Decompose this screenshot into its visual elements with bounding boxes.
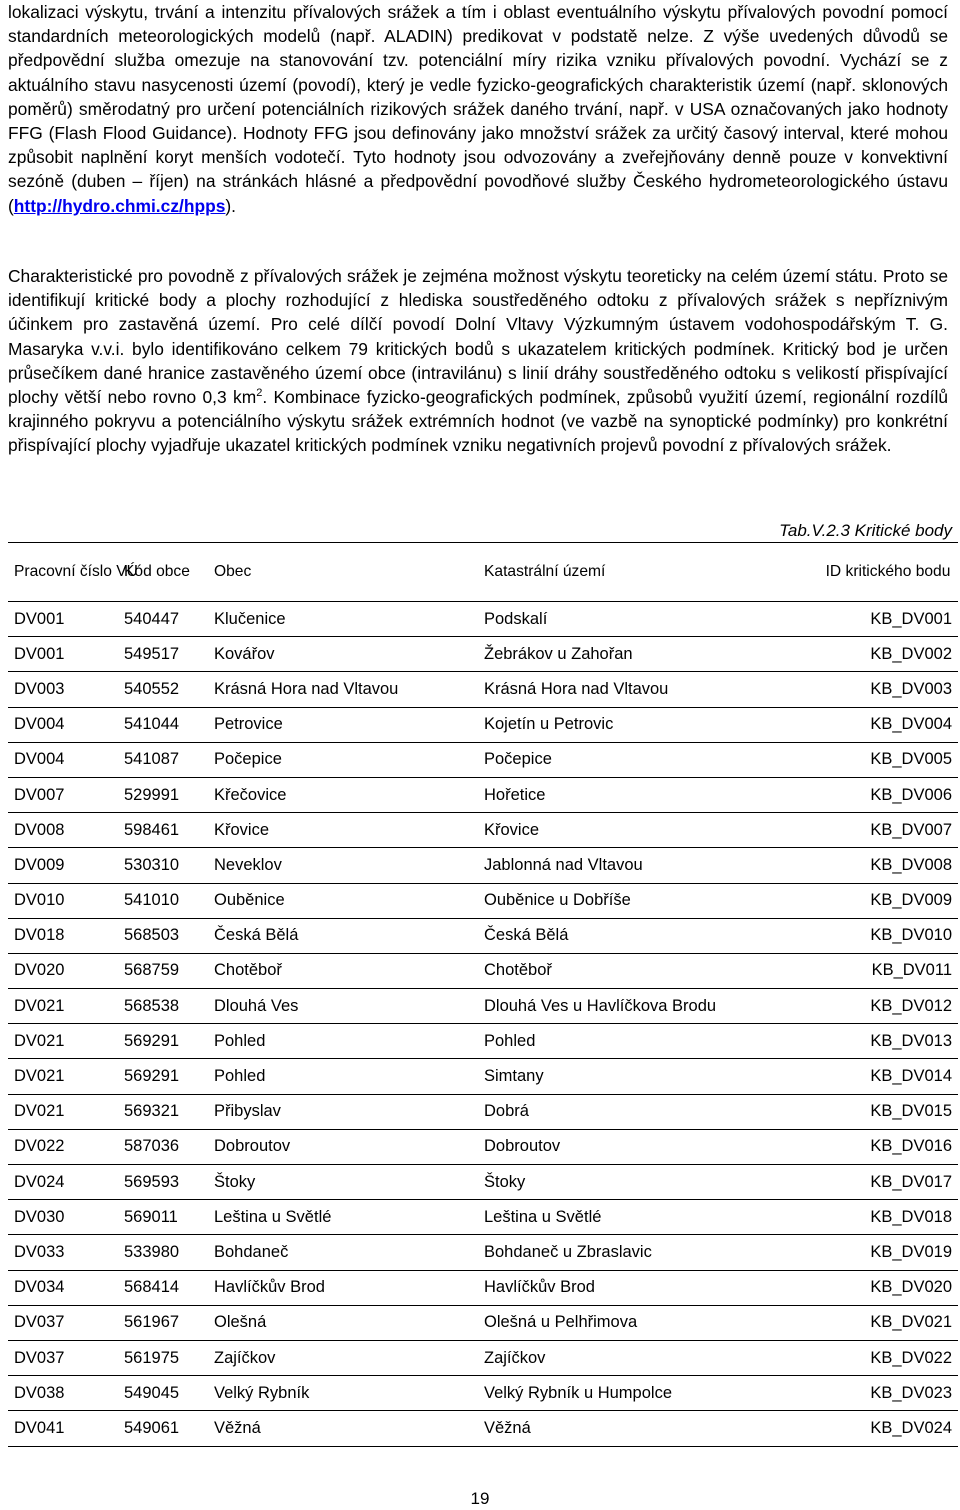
- cell-id-kb: KB_DV010: [818, 918, 958, 953]
- cell-kod-obce: 540552: [118, 672, 208, 707]
- table-row: [8, 602, 958, 637]
- cell-kod-obce: 530310: [118, 848, 208, 883]
- header-pracovni-cislo: Pracovní číslo VÚ: [8, 543, 118, 602]
- cell-kod-obce: 568414: [118, 1270, 208, 1305]
- chmi-hpps-link[interactable]: http://hydro.chmi.cz/hpps: [13, 195, 226, 216]
- cell-id-kb: KB_DV019: [818, 1235, 958, 1270]
- cell-kod-obce: 568538: [118, 989, 208, 1024]
- cell-kod-obce: 569011: [118, 1200, 208, 1235]
- table-row: [8, 1411, 958, 1446]
- table-row: [8, 1305, 958, 1340]
- cell-id-kb: KB_DV004: [818, 707, 958, 742]
- header-obec: Obec: [208, 543, 478, 602]
- table-row: [8, 637, 958, 672]
- table-row: [8, 672, 958, 707]
- cell-katastralni-uzemi: Česká Bělá: [478, 918, 818, 953]
- cell-kod-obce: 569291: [118, 1059, 208, 1094]
- table-row: [8, 1200, 958, 1235]
- header-id-kritickeho-bodu: ID kritického bodu: [818, 543, 958, 602]
- table-row: [8, 1376, 958, 1411]
- cell-kod-obce: 541010: [118, 883, 208, 918]
- cell-obec: Křečovice: [208, 777, 478, 812]
- cell-id-kb: KB_DV014: [818, 1059, 958, 1094]
- cell-kod-obce: 533980: [118, 1235, 208, 1270]
- cell-id-kb: KB_DV012: [818, 989, 958, 1024]
- cell-obec: Počepice: [208, 742, 478, 777]
- cell-katastralni-uzemi: Počepice: [478, 742, 818, 777]
- cell-pracovni-cislo: DV008: [8, 813, 118, 848]
- cell-pracovni-cislo: DV037: [8, 1340, 118, 1375]
- cell-katastralni-uzemi: Havlíčkův Brod: [478, 1270, 818, 1305]
- superscript-2: 2: [256, 387, 263, 400]
- cell-katastralni-uzemi: Podskalí: [478, 602, 818, 637]
- cell-id-kb: KB_DV008: [818, 848, 958, 883]
- cell-id-kb: KB_DV016: [818, 1129, 958, 1164]
- cell-id-kb: KB_DV020: [818, 1270, 958, 1305]
- cell-obec: Leština u Světlé: [208, 1200, 478, 1235]
- cell-pracovni-cislo: DV009: [8, 848, 118, 883]
- cell-obec: Ouběnice: [208, 883, 478, 918]
- cell-obec: Zajíčkov: [208, 1340, 478, 1375]
- cell-kod-obce: 569321: [118, 1094, 208, 1129]
- cell-pracovni-cislo: DV038: [8, 1376, 118, 1411]
- critical-points-table: [8, 542, 958, 1447]
- paragraph-ffg: [8, 0, 948, 218]
- header-kod-obce: Kód obce: [118, 543, 208, 602]
- table-body: [8, 602, 958, 1447]
- cell-katastralni-uzemi: Žebrákov u Zahořan: [478, 637, 818, 672]
- cell-obec: Klučenice: [208, 602, 478, 637]
- cell-pracovni-cislo: DV024: [8, 1165, 118, 1200]
- cell-pracovni-cislo: DV018: [8, 918, 118, 953]
- cell-obec: Pohled: [208, 1059, 478, 1094]
- cell-id-kb: KB_DV022: [818, 1340, 958, 1375]
- cell-id-kb: KB_DV024: [818, 1411, 958, 1446]
- cell-pracovni-cislo: DV020: [8, 953, 118, 988]
- paragraph-ffg-end: ).: [225, 195, 237, 216]
- cell-id-kb: KB_DV011: [818, 953, 958, 988]
- cell-id-kb: KB_DV001: [818, 602, 958, 637]
- cell-obec: Dobroutov: [208, 1129, 478, 1164]
- cell-katastralni-uzemi: Jablonná nad Vltavou: [478, 848, 818, 883]
- table-row: [8, 848, 958, 883]
- cell-kod-obce: 569593: [118, 1165, 208, 1200]
- cell-obec: Krásná Hora nad Vltavou: [208, 672, 478, 707]
- cell-kod-obce: 549517: [118, 637, 208, 672]
- cell-katastralni-uzemi: Štoky: [478, 1165, 818, 1200]
- table-row: [8, 918, 958, 953]
- table-row: [8, 1059, 958, 1094]
- cell-id-kb: KB_DV006: [818, 777, 958, 812]
- table-row: [8, 1094, 958, 1129]
- cell-katastralni-uzemi: Věžná: [478, 1411, 818, 1446]
- cell-pracovni-cislo: DV021: [8, 1024, 118, 1059]
- cell-id-kb: KB_DV002: [818, 637, 958, 672]
- cell-katastralni-uzemi: Krásná Hora nad Vltavou: [478, 672, 818, 707]
- table-row: [8, 1235, 958, 1270]
- cell-katastralni-uzemi: Velký Rybník u Humpolce: [478, 1376, 818, 1411]
- cell-obec: Havlíčkův Brod: [208, 1270, 478, 1305]
- cell-obec: Věžná: [208, 1411, 478, 1446]
- cell-pracovni-cislo: DV010: [8, 883, 118, 918]
- cell-obec: Petrovice: [208, 707, 478, 742]
- cell-id-kb: KB_DV005: [818, 742, 958, 777]
- cell-id-kb: KB_DV018: [818, 1200, 958, 1235]
- cell-kod-obce: 549061: [118, 1411, 208, 1446]
- cell-katastralni-uzemi: Ouběnice u Dobříše: [478, 883, 818, 918]
- cell-obec: Pohled: [208, 1024, 478, 1059]
- cell-obec: Olešná: [208, 1305, 478, 1340]
- table-row: [8, 1024, 958, 1059]
- cell-katastralni-uzemi: Dlouhá Ves u Havlíčkova Brodu: [478, 989, 818, 1024]
- cell-pracovni-cislo: DV041: [8, 1411, 118, 1446]
- cell-pracovni-cislo: DV003: [8, 672, 118, 707]
- cell-katastralni-uzemi: Pohled: [478, 1024, 818, 1059]
- paragraph-ffg-text: lokalizaci výskytu, trvání a intenzitu přívalových srážek a tím i oblast eventuálního výskytu přívalových povodní pomocí standardních meteorologických modelů (např. ALADIN) predikovat v podstatě nelze. Z výše uvedených důvodů se předpovědní služba omezuje na stanovování tzv. potenciální míry rizika vzniku přívalových povodní. Vychází se z aktuálního stavu nasycenosti území (povodí), který je vedle fyzicko-geografických charakteristik území (např. sklonových poměrů) směrodatný pro určení potenciálních rizikových srážek daného trvání, např. v USA označovaných jako hodnoty FFG (Flash Flood Guidance). Hodnoty FFG jsou definovány jako množství srážek za určitý časový interval, které mohou způsobit naplnění koryt menších vodotečí. Tyto hodnoty jsou odvozovány a zveřejňovány denně pouze v konvektivní sezóně (duben – říjen) na stránkách hlásné a předpovědní povodňové služby Českého hydrometeorologického ústavu (: [8, 2, 948, 216]
- cell-obec: Bohdaneč: [208, 1235, 478, 1270]
- cell-kod-obce: 569291: [118, 1024, 208, 1059]
- table-header-row: [8, 543, 958, 602]
- cell-kod-obce: 568759: [118, 953, 208, 988]
- cell-id-kb: KB_DV023: [818, 1376, 958, 1411]
- header-katastralni-uzemi: Katastrální území: [478, 543, 818, 602]
- cell-kod-obce: 598461: [118, 813, 208, 848]
- cell-kod-obce: 568503: [118, 918, 208, 953]
- table-row: [8, 1270, 958, 1305]
- cell-katastralni-uzemi: Simtany: [478, 1059, 818, 1094]
- cell-obec: Křovice: [208, 813, 478, 848]
- cell-katastralni-uzemi: Zajíčkov: [478, 1340, 818, 1375]
- cell-kod-obce: 587036: [118, 1129, 208, 1164]
- table-row: [8, 953, 958, 988]
- cell-id-kb: KB_DV007: [818, 813, 958, 848]
- paragraph-critical-points-end: . Kombinace fyzicko-geografických podmínek, způsobů využití území, regionální rozdílů krajinného pokryvu a potenciálního výskytu srážek extrémních hodnot (ve vazbě na synoptické podmínky) pro konkrétní přispívající plochy vyjadřuje ukazatel kritických podmínek vzniku negativních projevů povodní z přívalových srážek.: [8, 387, 949, 456]
- cell-katastralni-uzemi: Kojetín u Petrovic: [478, 707, 818, 742]
- cell-pracovni-cislo: DV001: [8, 602, 118, 637]
- cell-pracovni-cislo: DV033: [8, 1235, 118, 1270]
- table-row: [8, 989, 958, 1024]
- cell-kod-obce: 541087: [118, 742, 208, 777]
- cell-id-kb: KB_DV003: [818, 672, 958, 707]
- cell-kod-obce: 561967: [118, 1305, 208, 1340]
- paragraph-critical-points: [8, 264, 948, 458]
- paragraph-critical-points-text: Charakteristické pro povodně z přívalových srážek je zejména možnost výskytu teoreticky na celém území státu. Proto se identifikují kritické body a plochy rozhodující z hlediska soustředěného odtoku z přívalových srážek s nepříznivým účinkem pro zastavěná území. Pro celé dílčí povodí Dolní Vltavy Výzkumným ústavem vodohospodářským T. G. Masaryka v.v.i. bylo identifikováno celkem 79 kritických bodů s ukazatelem kritických podmínek. Kritický bod je určen průsečíkem dané hranice zastavěného území obce (intravilánu) s linií dráhy soustředěného odtoku s velikostí přispívající plochy větší nebo rovno 0,3 km: [8, 266, 948, 408]
- cell-kod-obce: 561975: [118, 1340, 208, 1375]
- page-number: 19: [470, 1489, 490, 1508]
- cell-obec: Česká Bělá: [208, 918, 478, 953]
- cell-id-kb: KB_DV015: [818, 1094, 958, 1129]
- cell-kod-obce: 541044: [118, 707, 208, 742]
- cell-katastralni-uzemi: Leština u Světlé: [478, 1200, 818, 1235]
- cell-pracovni-cislo: DV034: [8, 1270, 118, 1305]
- cell-obec: Štoky: [208, 1165, 478, 1200]
- cell-pracovni-cislo: DV004: [8, 742, 118, 777]
- table-row: [8, 1340, 958, 1375]
- cell-kod-obce: 549045: [118, 1376, 208, 1411]
- cell-katastralni-uzemi: Bohdaneč u Zbraslavic: [478, 1235, 818, 1270]
- cell-katastralni-uzemi: Chotěboř: [478, 953, 818, 988]
- cell-katastralni-uzemi: Olešná u Pelhřimova: [478, 1305, 818, 1340]
- cell-obec: Neveklov: [208, 848, 478, 883]
- table-row: [8, 742, 958, 777]
- cell-katastralni-uzemi: Křovice: [478, 813, 818, 848]
- cell-pracovni-cislo: DV004: [8, 707, 118, 742]
- table-row: [8, 1129, 958, 1164]
- cell-obec: Dlouhá Ves: [208, 989, 478, 1024]
- cell-id-kb: KB_DV013: [818, 1024, 958, 1059]
- table-row: [8, 777, 958, 812]
- cell-id-kb: KB_DV021: [818, 1305, 958, 1340]
- cell-obec: Velký Rybník: [208, 1376, 478, 1411]
- table-row: [8, 813, 958, 848]
- cell-pracovni-cislo: DV021: [8, 1094, 118, 1129]
- cell-pracovni-cislo: DV030: [8, 1200, 118, 1235]
- cell-pracovni-cislo: DV001: [8, 637, 118, 672]
- table-caption: Tab.V.2.3 Kritické body: [779, 521, 952, 540]
- cell-kod-obce: 540447: [118, 602, 208, 637]
- cell-pracovni-cislo: DV022: [8, 1129, 118, 1164]
- cell-obec: Přibyslav: [208, 1094, 478, 1129]
- cell-obec: Chotěboř: [208, 953, 478, 988]
- cell-kod-obce: 529991: [118, 777, 208, 812]
- cell-pracovni-cislo: DV021: [8, 1059, 118, 1094]
- cell-katastralni-uzemi: Dobroutov: [478, 1129, 818, 1164]
- cell-pracovni-cislo: DV007: [8, 777, 118, 812]
- table-row: [8, 883, 958, 918]
- cell-katastralni-uzemi: Dobrá: [478, 1094, 818, 1129]
- cell-id-kb: KB_DV017: [818, 1165, 958, 1200]
- cell-id-kb: KB_DV009: [818, 883, 958, 918]
- cell-katastralni-uzemi: Hořetice: [478, 777, 818, 812]
- cell-obec: Kovářov: [208, 637, 478, 672]
- table-row: [8, 1165, 958, 1200]
- table-row: [8, 707, 958, 742]
- cell-pracovni-cislo: DV037: [8, 1305, 118, 1340]
- cell-pracovni-cislo: DV021: [8, 989, 118, 1024]
